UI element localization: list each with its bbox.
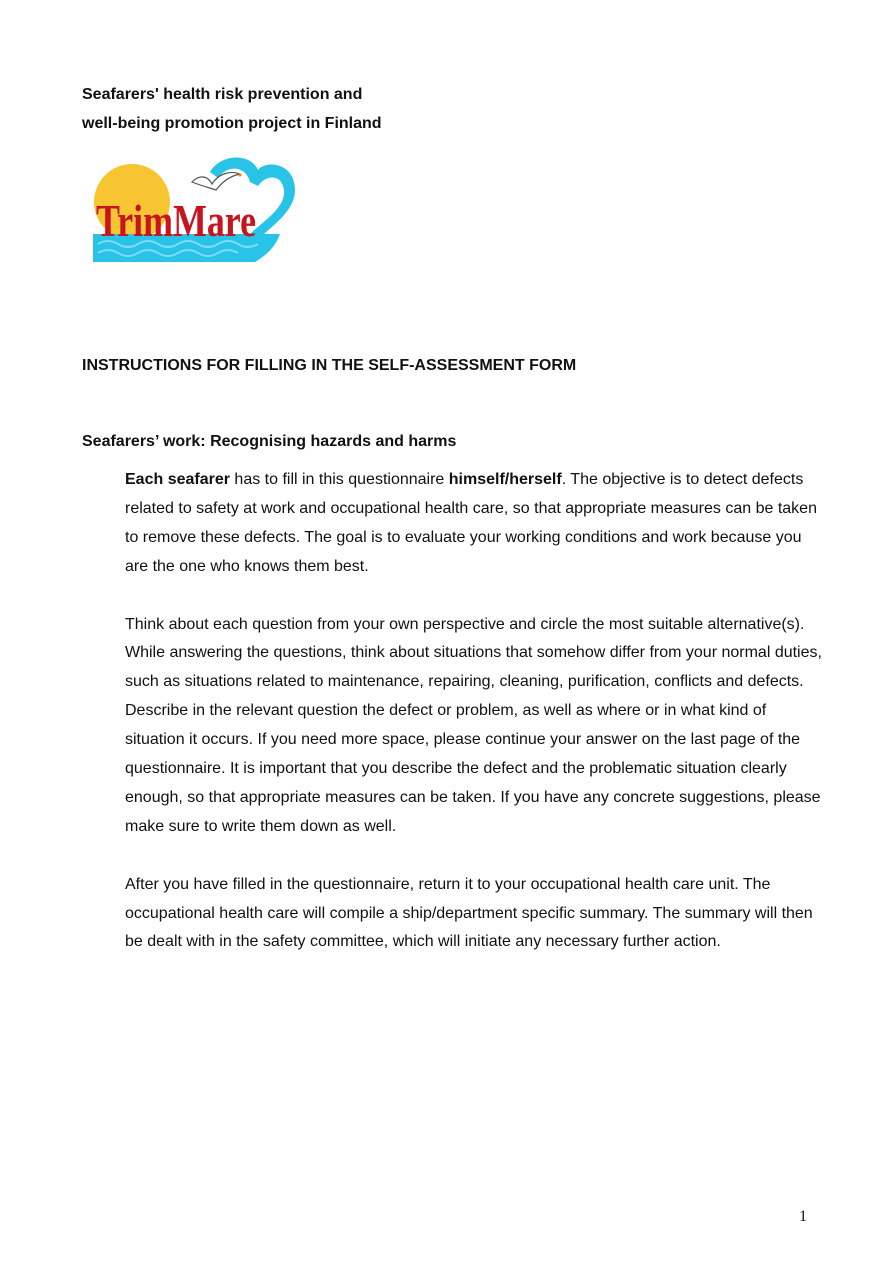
paragraph-1-text-2: . The objective is to detect defects related to safety at work and occupational health care, so that appropriate measures can be taken to remove these defects. The goal is to evaluate your working conditions and work because you are the one who knows them best. [125, 471, 817, 575]
paragraph-3: After you have filled in the questionnaire, return it to your occupational health care unit. The occupational health care will compile a ship/department specific summary. The summary will then be dealt with in the safety committee, which will initiate any necessary further action. [125, 875, 813, 951]
paragraph-1-bold-1: Each seafarer [125, 471, 230, 488]
logo-text: TrimMare [96, 195, 256, 246]
section-heading: INSTRUCTIONS FOR FILLING IN THE SELF-ASSESSMENT FORM [82, 357, 577, 374]
paragraph-2: Think about each question from your own perspective and circle the most suitable alternative(s). While answering the questions, think about situations that somehow differ from your normal duties, such as situations related to maintenance, repairing, cleaning, purification, conflicts and defects. Describe in the relevant question the defect or problem, as well as where or in what kind of situation it occurs. If you need more space, please continue your answer on the last page of the questionnaire. It is important that you describe the defect and the problematic situation clearly enough, so that appropriate measures can be taken. If you have any concrete suggestions, please make sure to write them down as well. [125, 615, 822, 835]
header-line-1: Seafarers' health risk prevention and [82, 86, 363, 103]
document-header [82, 80, 382, 138]
paragraph-1 [125, 466, 825, 582]
paragraph-1-text-1: has to fill in this questionnaire [229, 471, 449, 488]
sub-heading: Seafarers’ work: Recognising hazards and harms [82, 433, 457, 450]
instructions-body [125, 466, 825, 986]
header-line-2: well-being promotion project in Finland [82, 115, 382, 132]
paragraph-1-bold-2: himself/herself [448, 471, 562, 488]
page-number: 1 [799, 1208, 807, 1225]
trimmare-logo [90, 152, 300, 268]
